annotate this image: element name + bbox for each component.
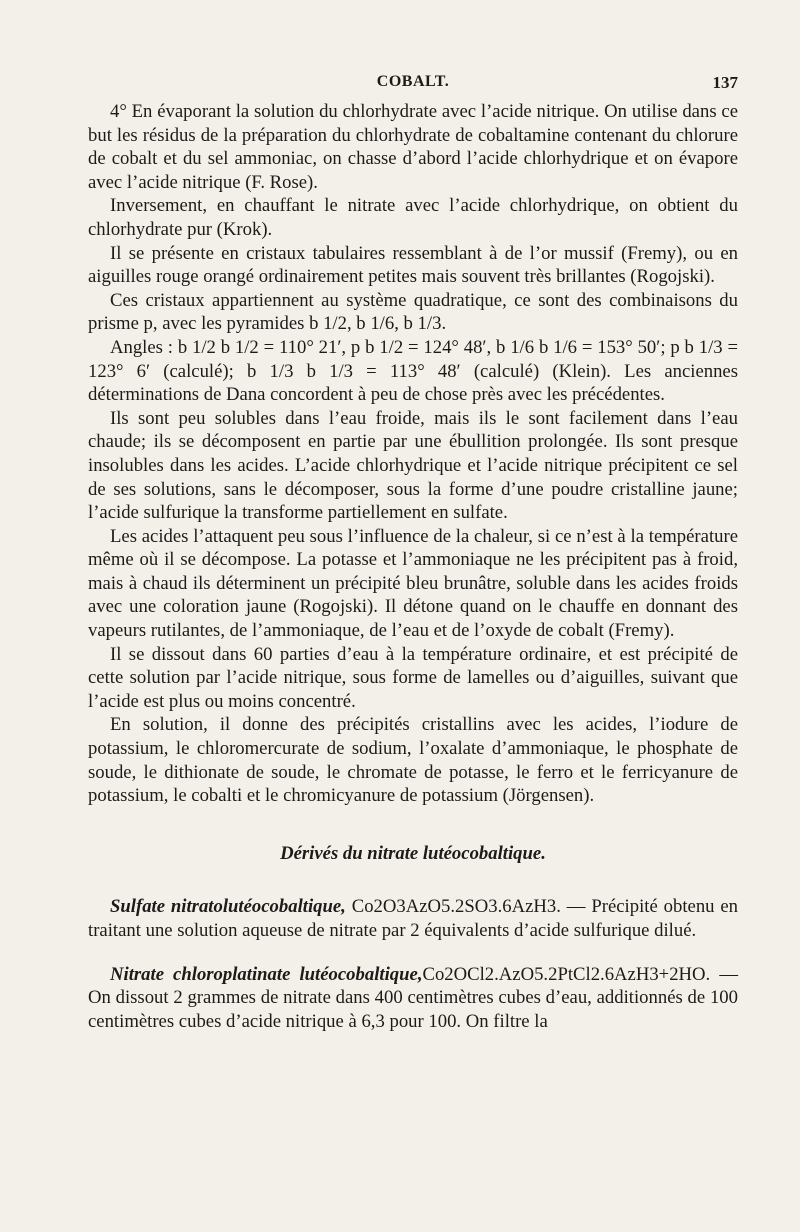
paragraph: 4° En évaporant la solution du chlorhydrate avec l’acide nitrique. On utilise dans ce but les résidus de la préparation du chlorhydrate de cobaltamine contenant du chlorure de cobalt et du sel ammoniac, on chasse d’abord l’acide chlorhydrique et on évapore avec l’acide nitrique (F. Rose). <box>88 101 738 193</box>
entry-formula: Co2OCl2.AzO5.2PtCl2.6AzH3+2HO. <box>422 963 711 985</box>
entry-text: — On dissout 2 grammes de nitrate dans 400 centimètres cubes d’eau, additionnés de 100 centimètres cubes d’acide nitrique à 6,3 pour 100. On filtre la <box>88 963 738 1032</box>
paragraph: Ces cristaux appartiennent au système quadratique, ce sont des combinaisons du prisme p, avec les pyramides b 1/2, b 1/6, b 1/3. <box>88 289 738 335</box>
entry-name: Nitrate chloroplatinate lutéocobaltique, <box>110 963 423 985</box>
paragraph: Inversement, en chauffant le nitrate avec l’acide chlorhydrique, on obtient du chlorhydrate pur (Krok). <box>88 195 738 240</box>
page-body <box>88 100 738 1033</box>
page-header <box>88 73 738 97</box>
paragraph: Ils sont peu solubles dans l’eau froide, mais ils le sont facilement dans l’eau chaude; ils se décomposent en partie par une ébullition prolongée. Ils sont presque insolubles dans les acides. L’acide chlorhydrique et l’acide nitrique précipitent ce sel de ses solutions, sans le décomposer, sous la forme d’une poudre cristalline jaune; l’acide sulfurique la transforme partiellement en sulfate. <box>88 407 738 524</box>
page-number: 137 <box>712 73 738 92</box>
entry-text: — Précipité obtenu en traitant une solution aqueuse de nitrate par 2 équivalents d’acide sulfurique dilué. <box>88 896 739 941</box>
paragraph: Les acides l’attaquent peu sous l’influence de la chaleur, si ce n’est à la température même où il se décompose. La potasse et l’ammoniaque ne les précipitent pas à froid, mais à chaud ils déterminent un précipité bleu brunâtre, soluble dans les acides froids avec une coloration jaune (Rogojski). Il détone quand on le chauffe en donnant des vapeurs rutilantes, de l’ammoniaque, de l’eau et de l’oxyde de cobalt (Fremy). <box>88 525 738 642</box>
entry-formula: Co2O3AzO5.2SO3.6AzH3. <box>351 896 561 918</box>
running-title: COBALT. <box>376 73 450 90</box>
paragraph: Il se présente en cristaux tabulaires ressemblant à de l’or mussif (Fremy), ou en aiguilles rouge orangé ordinairement petites mais souvent très brillantes (Rogojski). <box>88 242 738 288</box>
entry <box>88 963 738 1034</box>
paragraph: En solution, il donne des précipités cristallins avec les acides, l’iodure de potassium, le chloromercurate de sodium, l’oxalate d’ammoniaque, le phosphate de soude, le dithionate de soude, le chromate de potasse, le ferro et le ferricyanure de potassium, le cobalti et le chromicyanure de potassium (Jörgensen). <box>88 714 738 807</box>
paragraph: Il se dissout dans 60 parties d’eau à la température ordinaire, et est précipité de cette solution par l’acide nitrique, sous forme de lamelles ou d’aiguilles, suivant que l’acide est plus ou moins concentré. <box>88 643 738 712</box>
paragraph: Angles : b 1/2 b 1/2 = 110° 21′, p b 1/2 = 124° 48′, b 1/6 b 1/6 = 153° 50′; p b 1/3 = 123° 6′ (calculé); b 1/3 b 1/3 = 113° 48′ (calculé) (Klein). Les anciennes déterminations de Dana concordent à peu de chose près avec les précédentes. <box>88 336 738 406</box>
entry <box>88 895 738 942</box>
entry-name: Sulfate nitratolutéocobaltique, <box>110 896 346 918</box>
section-title: Dérivés du nitrate lutéocobaltique. <box>280 842 546 864</box>
